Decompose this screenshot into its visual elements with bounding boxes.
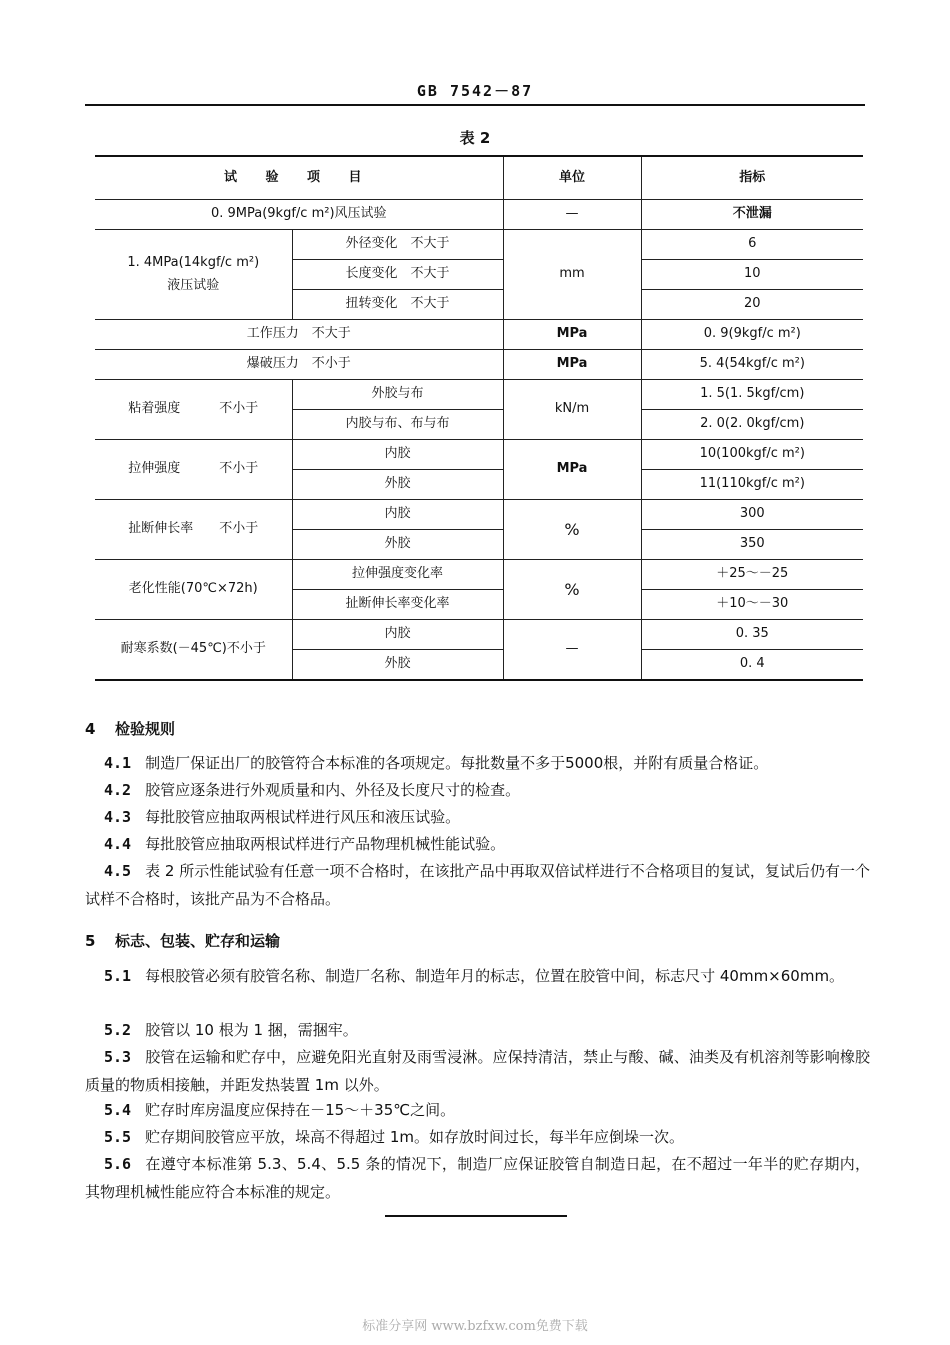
- paragraph-5-1: 5.1 每根胶管必须有胶管名称、制造厂名称、制造年月的标志，位置在胶管中间，标志尺寸 40mm×60mm。: [104, 967, 845, 985]
- spec-table: [95, 155, 863, 681]
- hydro-label-line2: 液压试验: [167, 277, 220, 293]
- tensile-value: 11(110kgf/c m²): [641, 470, 863, 500]
- elongation-unit: %: [503, 500, 641, 560]
- paragraph-5-4: 5.4 贮存时库房温度应保持在－15～＋35℃之间。: [104, 1101, 456, 1119]
- hydro-item: 长度变化 不大于: [292, 260, 503, 290]
- work-pressure-unit: MPa: [503, 320, 641, 350]
- section-title: 标志、包装、贮存和运输: [115, 932, 281, 950]
- tensile-value: 10(100kgf/c m²): [641, 440, 863, 470]
- adhesion-value: 2. 0(2. 0kgf/cm): [641, 410, 863, 440]
- header-rule: [85, 104, 865, 106]
- work-pressure-label: 工作压力 不大于: [95, 320, 503, 350]
- cold-label: 耐寒系数(－45℃)不小于: [95, 620, 292, 681]
- section-title: 检验规则: [115, 720, 176, 738]
- aging-label: 老化性能(70℃×72h): [95, 560, 292, 620]
- table-row: [95, 200, 863, 230]
- header-index: 指标: [641, 156, 863, 200]
- elongation-item: 内胶: [292, 500, 503, 530]
- tensile-unit: MPa: [503, 440, 641, 500]
- adhesion-item: 外胶与布: [292, 380, 503, 410]
- cold-value: 0. 35: [641, 620, 863, 650]
- paragraph-4-5: 4.5 表 2 所示性能试验有任意一项不合格时，在该批产品中再取双倍试样进行不合格项目的复试，复试后仍有一个试样不合格时，该批产品为不合格品。: [85, 862, 870, 908]
- hydro-unit: mm: [503, 230, 641, 320]
- elongation-value: 300: [641, 500, 863, 530]
- elongation-value: 350: [641, 530, 863, 560]
- burst-pressure-label: 爆破压力 不小于: [95, 350, 503, 380]
- hydro-value: 10: [641, 260, 863, 290]
- hydro-value: 20: [641, 290, 863, 320]
- footer-watermark[interactable]: 标准分享网 www.bzfxw.com免费下载: [362, 1319, 588, 1334]
- paragraph-5-6: 5.6 在遵守本标准第 5.3、5.4、5.5 条的情况下，制造厂应保证胶管自制造日起，在不超过一年半的贮存期内，其物理机械性能应符合本标准的规定。: [85, 1155, 870, 1201]
- hydro-label-line1: 1. 4MPa(14kgf/c m²): [127, 255, 260, 271]
- paragraph-4-1: 4.1 制造厂保证出厂的胶管符合本标准的各项规定。每批数量不多于5000根，并附有质量合格证。: [104, 754, 769, 772]
- aging-item: 扯断伸长率变化率: [292, 590, 503, 620]
- tensile-item: 外胶: [292, 470, 503, 500]
- table-row: [95, 500, 863, 530]
- table-row: [95, 350, 863, 380]
- aging-unit: %: [503, 560, 641, 620]
- tensile-item: 内胶: [292, 440, 503, 470]
- table-caption: 表 2: [459, 129, 491, 147]
- header-unit: 单位: [503, 156, 641, 200]
- aging-item: 拉伸强度变化率: [292, 560, 503, 590]
- cold-item: 内胶: [292, 620, 503, 650]
- header-item: 试 验 项 目: [95, 156, 503, 200]
- cold-unit: —: [503, 620, 641, 681]
- air-test-unit: —: [503, 200, 641, 230]
- adhesion-label: 粘着强度 不小于: [95, 380, 292, 440]
- elongation-label: 扯断伸长率 不小于: [95, 500, 292, 560]
- hydro-item: 扭转变化 不大于: [292, 290, 503, 320]
- paragraph-5-2: 5.2 胶管以 10 根为 1 捆，需捆牢。: [104, 1021, 358, 1039]
- cold-item: 外胶: [292, 650, 503, 681]
- tensile-label: 拉伸强度 不小于: [95, 440, 292, 500]
- air-test-label: 0. 9MPa(9kgf/c m²)风压试验: [95, 200, 503, 230]
- table-row: [95, 230, 863, 260]
- adhesion-value: 1. 5(1. 5kgf/cm): [641, 380, 863, 410]
- air-test-value: 不泄漏: [641, 200, 863, 230]
- hydro-value: 6: [641, 230, 863, 260]
- table-row: [95, 560, 863, 590]
- paragraph-4-2: 4.2 胶管应逐条进行外观质量和内、外径及长度尺寸的检查。: [104, 781, 521, 799]
- adhesion-unit: kN/m: [503, 380, 641, 440]
- hydro-item: 外径变化 不大于: [292, 230, 503, 260]
- table-row: [95, 320, 863, 350]
- section-4-heading: [85, 718, 175, 739]
- work-pressure-value: 0. 9(9kgf/c m²): [641, 320, 863, 350]
- section-number: 5: [85, 932, 96, 950]
- hydro-test-label: [95, 230, 292, 320]
- paragraph-4-3: 4.3 每批胶管应抽取两根试样进行风压和液压试验。: [104, 808, 461, 826]
- burst-pressure-unit: MPa: [503, 350, 641, 380]
- section-5-heading: [85, 930, 280, 951]
- elongation-item: 外胶: [292, 530, 503, 560]
- paragraph-4-4: 4.4 每批胶管应抽取两根试样进行产品物理机械性能试验。: [104, 835, 506, 853]
- table-row: [95, 620, 863, 650]
- paragraph-5-5: 5.5 贮存期间胶管应平放，垛高不得超过 1m。如存放时间过长，每半年应倒垛一次。: [104, 1128, 685, 1146]
- cold-value: 0. 4: [641, 650, 863, 681]
- paragraph-5-3: 5.3 胶管在运输和贮存中，应避免阳光直射及雨雪浸淋。应保持清洁，禁止与酸、碱、油类及有机溶剂等影响橡胶质量的物质相接触，并距发热装置 1m 以外。: [85, 1048, 870, 1094]
- table-header-row: [95, 156, 863, 200]
- adhesion-item: 内胶与布、布与布: [292, 410, 503, 440]
- end-rule: [385, 1215, 567, 1217]
- burst-pressure-value: 5. 4(54kgf/c m²): [641, 350, 863, 380]
- aging-value: ＋25～－25: [641, 560, 863, 590]
- aging-value: ＋10～－30: [641, 590, 863, 620]
- section-number: 4: [85, 720, 96, 738]
- standard-number: GB 7542－87: [416, 82, 534, 100]
- table-row: [95, 380, 863, 410]
- table-row: [95, 440, 863, 470]
